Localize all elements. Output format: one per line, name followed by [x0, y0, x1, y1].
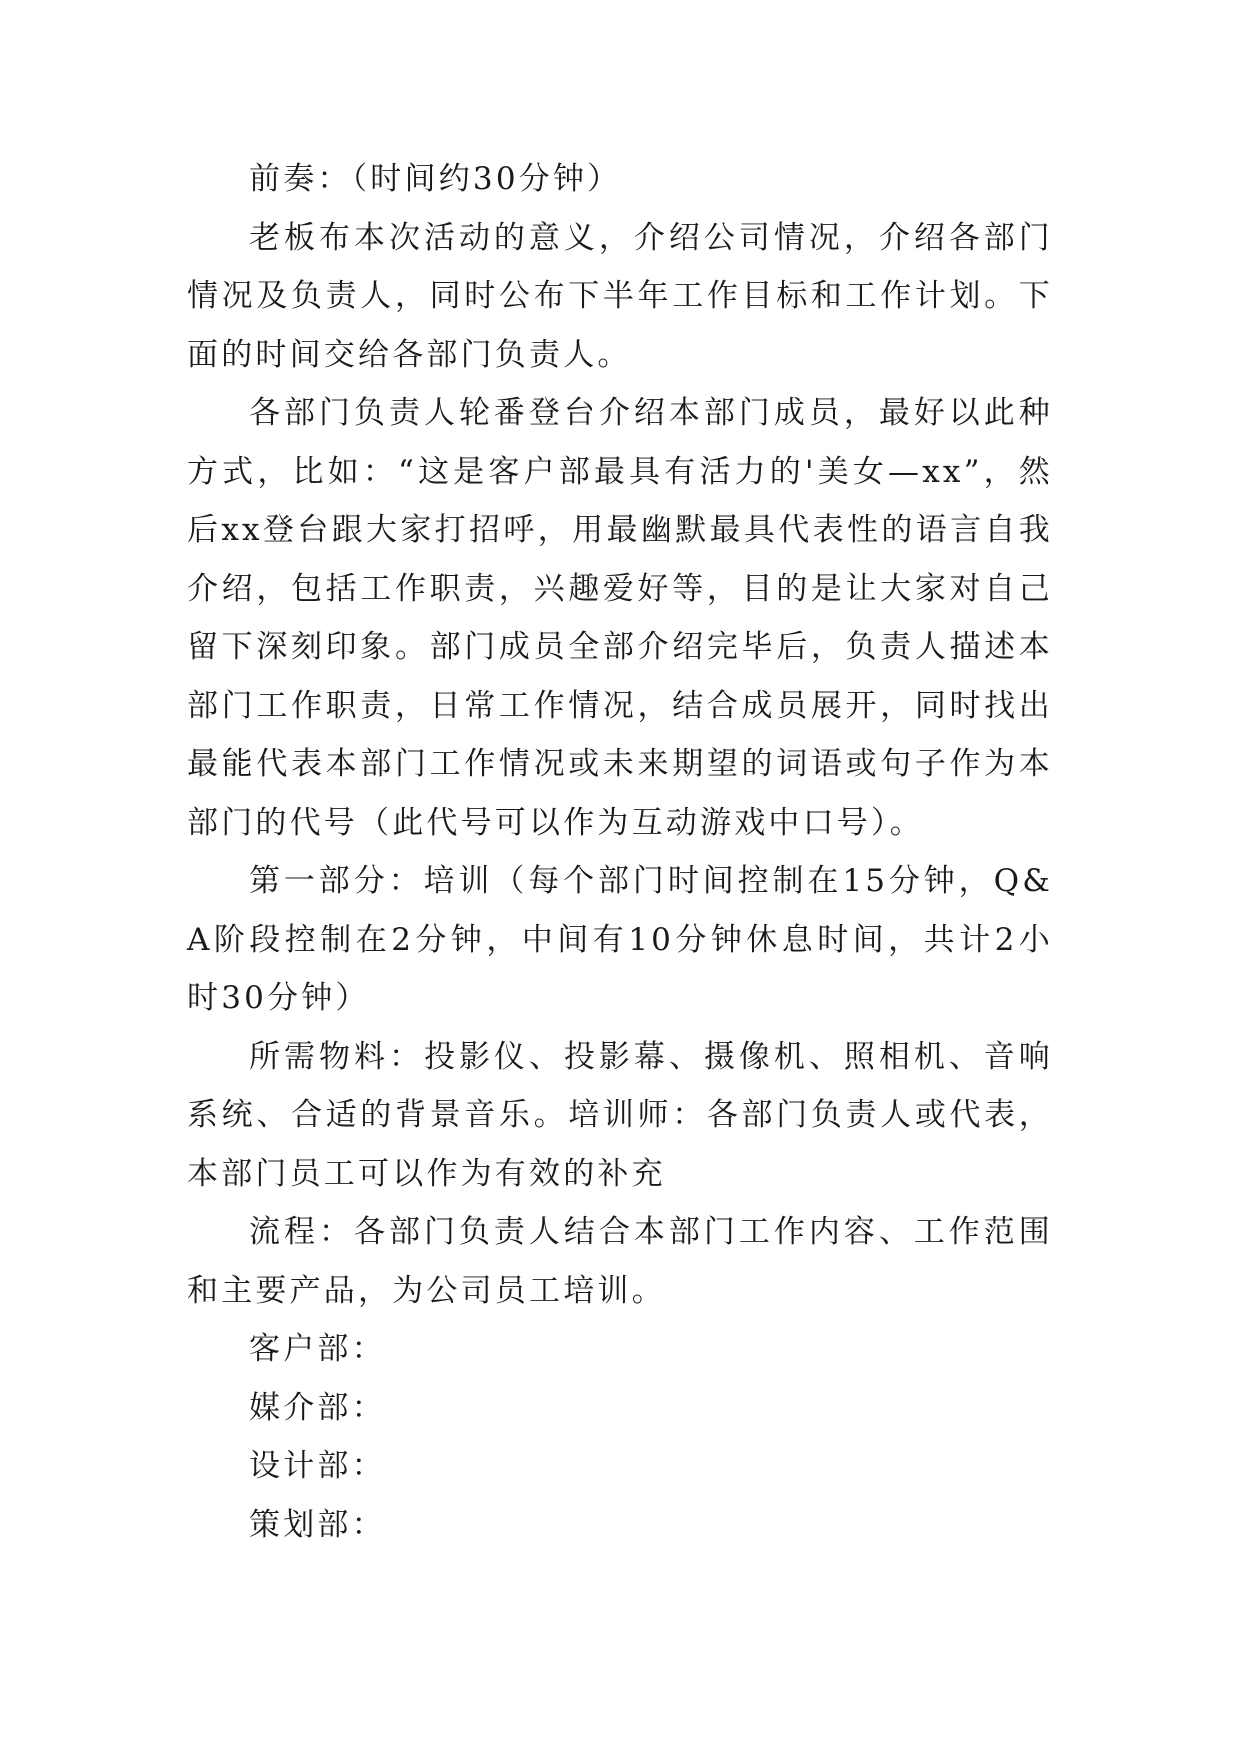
paragraph-process: 流程：各部门负责人结合本部门工作内容、工作范围和主要产品，为公司员工培训。 — [187, 1214, 1053, 1309]
paragraph-part-one-training: 第一部分：培训（每个部门时间控制在15分钟，Q&A阶段控制在2分钟，中间有10分钟休息时间，共计2小时30分钟） — [187, 863, 1053, 1016]
paragraph-materials: 所需物料：投影仪、投影幕、摄像机、照相机、音响系统、合适的背景音乐。培训师：各部门负责人或代表，本部门员工可以作为有效的补充 — [187, 1038, 1053, 1192]
paragraph-boss-intro: 老板布本次活动的意义，介绍公司情况，介绍各部门情况及负责人，同时公布下半年工作目标和工作计划。下面的时间交给各部门负责人。 — [187, 219, 1053, 373]
paragraph-media-dept: 媒介部： — [249, 1389, 386, 1426]
paragraph-design-dept: 设计部： — [249, 1448, 386, 1484]
paragraph-prelude: 前奏：（时间约30分钟） — [249, 161, 622, 197]
paragraph-planning-dept: 策划部： — [249, 1506, 386, 1543]
paragraph-customer-dept: 客户部： — [249, 1331, 386, 1367]
document-body — [187, 150, 1053, 1554]
paragraph-department-intro: 各部门负责人轮番登台介绍本部门成员，最好以此种方式，比如：“这是客户部最具有活力的'美女—xx”，然后xx登台跟大家打招呼，用最幽默最具代表性的语言自我介绍，包括工作职责，兴趣爱好等，目的是让大家对自己留下深刻印象。部门成员全部介绍完毕后，负责人描述本部门工作职责，日常工作情况，结合成员展开，同时找出最能代表本部门工作情况或未来期望的词语或句子作为本部门的代号（此代号可以作为互动游戏中口号）。 — [187, 395, 1053, 841]
